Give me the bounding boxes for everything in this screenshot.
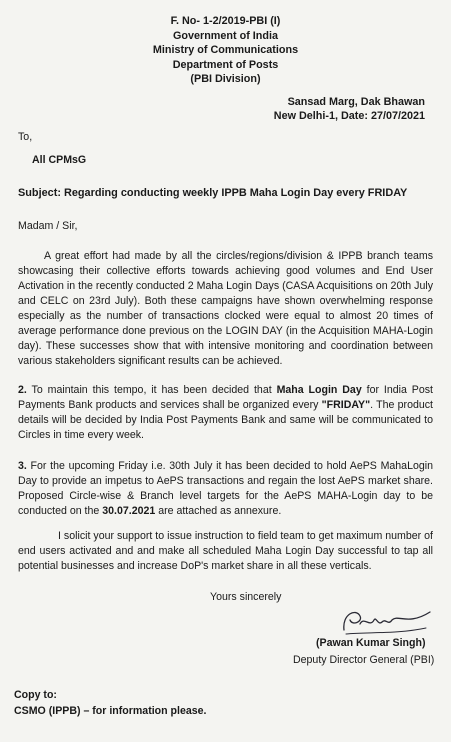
para3-text-a: For the upcoming Friday i.e. 30th July it has been decided to hold AePS MahaLogin Day to provide an impetus to AePS transactions and regain the lost AePS market share. Proposed Circle-wise & Branch level targets for the AePS MAHA-Login day to be conducted on the	[18, 459, 433, 517]
signature-image	[338, 604, 434, 640]
copy-to-label: Copy to:	[14, 689, 57, 701]
designation: Deputy Director General (PBI)	[293, 654, 435, 666]
para3-text-c: are attached as annexure.	[155, 504, 282, 517]
para2-text-c: for India Post Payments Bank products and services shall be organized every	[18, 383, 433, 411]
to-label: To,	[18, 130, 33, 143]
paragraph-4: I solicit your support to issue instruction to field team to get maximum number of end users activated and and make all scheduled Maha Login Day successful to tap all potential businesses and increase DoP's market share in all these verticals.	[18, 530, 433, 573]
address-line-1: Sansad Marg, Dak Bhawan	[287, 95, 425, 108]
ministry: Ministry of Communications	[152, 44, 299, 57]
copy-to-line: CSMO (IPPB) – for information please.	[14, 705, 207, 718]
paragraph-3	[18, 459, 433, 519]
closing: Yours sincerely	[210, 591, 282, 603]
recipient: All CPMsG	[32, 153, 87, 166]
para3-number: 3.	[18, 459, 27, 472]
para3-date: 30.07.2021	[102, 504, 156, 517]
para2-bold-2: "FRIDAY"	[321, 398, 371, 411]
paragraph-1: A great effort had made by all the circles/regions/division & IPPB branch teams showcasing their collective efforts towards achieving good volumes and End User Activation in the recently conducted 2 Maha Login Days (CASA Acquisitions on 20th July and CELC on 23rd July). Both these campaigns have shown overwhelming response especially as the number of transactions clocked were equal to almost 20 times of average performance done previous on the LOGIN DAY (in the Acquisition MAHA-Login day). These successes show that with intensive monitoring and coordination between various stakeholders significant results can be achieved.	[18, 249, 433, 367]
para2-text-d: . The product details will be decided by India Post Payments Bank and same will be communicated to Circles in time every week.	[18, 398, 433, 441]
division: (PBI Division)	[190, 73, 261, 86]
salutation: Madam / Sir,	[18, 220, 78, 233]
para2-bold-1: Maha Login Day	[276, 383, 362, 396]
address-block	[18, 95, 433, 124]
file-number: F. No- 1-2/2019-PBI (I)	[170, 15, 281, 27]
para2-text-a: To maintain this tempo, it has been decided that	[26, 383, 277, 396]
signatory-name: (Pawan Kumar Singh)	[316, 637, 426, 649]
para2-number: 2.	[18, 383, 27, 396]
subject-line: Subject: Regarding conducting weekly IPPB Maha Login Day every FRIDAY	[18, 187, 408, 199]
letterhead	[18, 14, 433, 87]
paragraph-2	[18, 383, 433, 443]
government: Government of India	[173, 29, 278, 42]
copy-to-block	[14, 687, 206, 720]
address-line-2: New Delhi-1, Date: 27/07/2021	[273, 110, 425, 123]
department: Department of Posts	[172, 58, 279, 71]
